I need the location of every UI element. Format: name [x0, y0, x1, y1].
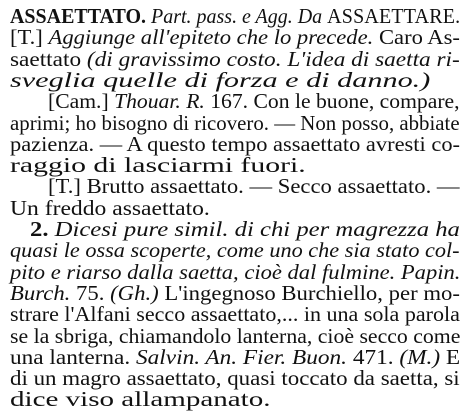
entry-text-segment: Aggiunge all'epiteto che lo precede.	[48, 25, 374, 50]
entry-text-segment: ASSAETTATO.	[10, 4, 147, 28]
entry-text-segment: strare l'Alfani secco assaettato,... in una sola parola	[10, 302, 460, 327]
entry-text-segment: quasi le ossa scoperte, come uno che sia stato col-	[10, 238, 460, 263]
entry-text-segment: pazienza. — A questo tempo assaettato avresti co-	[10, 131, 461, 156]
entry-text-segment: [T.] Brutto assaettato. — Secco assaettato. —	[48, 174, 460, 199]
entry-text-segment: (Gh.)	[110, 280, 159, 305]
entry-text-segment: 471.	[346, 344, 400, 369]
entry-text-segment: [T.]	[10, 25, 49, 50]
entry-text-segment: pito e riarso dalla saetta, cioè dal fulmine. Papin.	[10, 259, 461, 284]
entry-line	[10, 387, 270, 411]
entry-text-segment: se la sbriga, chiamandolo lanterna, cioè secco come	[10, 323, 461, 348]
entry-text-segment: (di gravissimo costo. L'idea di saetta ri-	[86, 46, 460, 71]
entry-text-segment: raggio di lasciarmi fuori.	[10, 153, 306, 178]
entry-text-segment: Thouar. R.	[114, 89, 205, 114]
entry-text-segment: saettato	[10, 46, 87, 71]
entry-text-segment: Burch.	[10, 280, 71, 305]
entry-text-segment: sveglia quelle di forza e di danno.)	[10, 67, 431, 92]
entry-text-segment: Un freddo assaettato.	[10, 195, 210, 220]
entry-text-segment: 2.	[30, 217, 55, 241]
entry-text-segment: di un magro assaettato, quasi toccato da saetta, si	[10, 366, 460, 391]
entry-text-segment: Caro As-	[373, 25, 460, 50]
entry-text-segment: Dicesi pure simil. di chi per magrezza ha	[54, 217, 460, 241]
entry-text-segment: (M.)	[399, 344, 441, 369]
entry-text-segment: 75.	[70, 280, 111, 305]
entry-text-segment: 167. Con le buone, compare,	[204, 89, 460, 114]
entry-text-segment: [Cam.]	[48, 89, 115, 114]
entry-text-segment: ASSAETTARE.	[327, 4, 461, 28]
entry-text-segment: dice viso allampanato.	[10, 387, 271, 411]
entry-text-segment: L'ingegnoso Burchiello, per mo-	[158, 280, 460, 305]
entry-text-segment: una lanterna.	[10, 344, 137, 369]
entry-text-segment: Salvin. An. Fier. Buon.	[136, 344, 347, 369]
entry-text-segment: E	[440, 344, 461, 369]
entry-text-segment: Part. pass. e Agg. Da	[146, 4, 328, 28]
entry-text-segment: aprimi; ho bisogno di ricovero. — Non posso, abbiate	[10, 110, 460, 135]
